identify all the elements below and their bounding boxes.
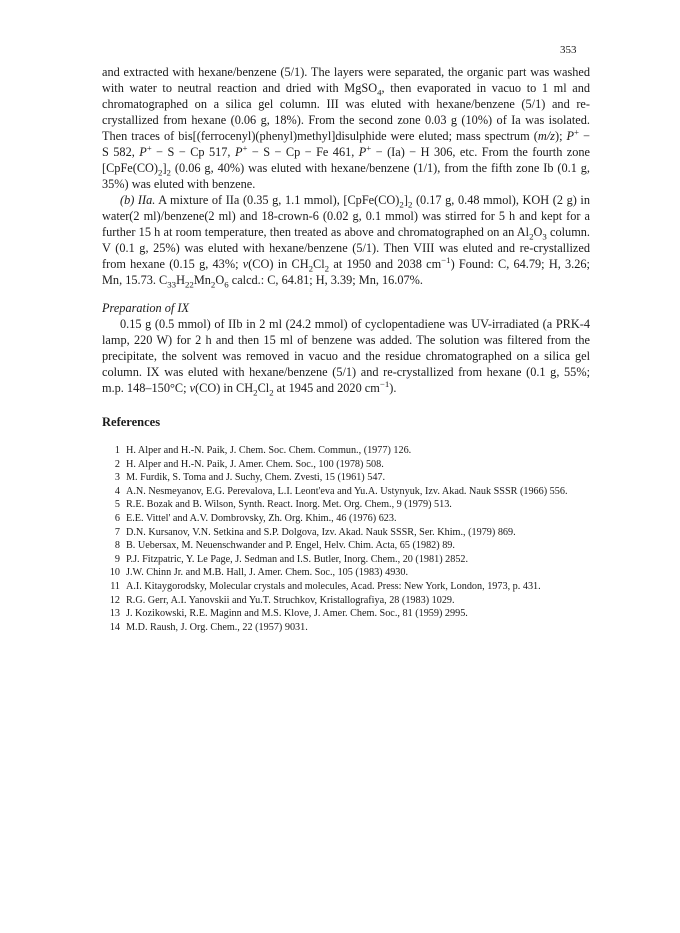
reference-text: R.G. Gerr, A.I. Yanovskii and Yu.T. Struchkov, Kristallografiya, 28 (1983) 1029. [126, 594, 455, 606]
reference-text: H. Alper and H.-N. Paik, J. Amer. Chem. Soc., 100 (1978) 508. [126, 458, 384, 470]
reference-text: A.I. Kitaygorodsky, Molecular crystals and molecules, Acad. Press: New York, London, 1973, p. 431. [126, 580, 541, 592]
reference-number: 4 [114, 485, 120, 497]
reference-number: 9 [114, 553, 120, 565]
reference-item [102, 621, 590, 635]
reference-item [102, 553, 590, 567]
reference-item [102, 594, 590, 608]
references-heading: References [102, 415, 161, 429]
reference-item [102, 526, 590, 540]
reference-number: 12 [109, 594, 120, 606]
reference-text: B. Uebersax, M. Neuenschwander and P. Engel, Helv. Chim. Acta, 65 (1982) 89. [126, 540, 455, 552]
reference-item [102, 607, 590, 621]
heading-preparation-ix: Preparation of IX [102, 301, 189, 315]
paragraph-iia: (b) IIa. A mixture of IIa (0.35 g, 1.1 mmol), $[CpFe(CO)_2]_2$ (0.17 g, 0.48 mmol), KOH (2 g) in water(2 ml)/benzene(2 ml) and 18-crown-6 (0.02 g, 0.1 mmol) was stirred for 5 h and kept for a further 15 h at room temperature, then treated as above and chromatographed on an $Al_2O_3$ column. V (0.1 g, 25%) was eluted with hexane/benzene (5/1). Then VIII was eluted and re-crystallized from hexane (0.15 g, 43%; ν(CO) in $CH_2Cl_2$ at 1950 and 2038 $cm^{-1}$) Found: C, 64.79; H, 3.26; Mn, 15.73. $C_{33}H_{22}Mn_2O_6$ calcd.: C, 64.81; H, 3.39; Mn, 16.07%. [102, 193, 590, 290]
reference-number: 1 [114, 445, 120, 456]
reference-item [102, 458, 590, 472]
reference-number: 10 [109, 567, 120, 579]
reference-item [102, 580, 590, 594]
reference-text: E.E. Vittel' and A.V. Dombrovsky, Zh. Org. Khim., 46 (1976) 623. [126, 512, 397, 524]
reference-text: M. Furdik, S. Toma and J. Suchy, Chem. Zvesti, 15 (1961) 547. [126, 472, 386, 484]
page-number: 353 [560, 44, 577, 56]
reference-text: H. Alper and H.-N. Paik, J. Chem. Soc. Chem. Commun., (1977) 126. [126, 445, 412, 456]
reference-item [102, 471, 590, 485]
article-body [102, 64, 590, 634]
reference-number: 2 [114, 458, 120, 470]
reference-number: 6 [114, 512, 120, 524]
reference-text: J.W. Chinn Jr. and M.B. Hall, J. Amer. Chem. Soc., 105 (1983) 4930. [126, 567, 409, 579]
reference-number: 14 [109, 621, 120, 633]
paragraph-preparation-ix: 0.15 g (0.5 mmol) of IIb in 2 ml (24.2 mmol) of cyclopentadiene was UV-irradiated (a PRK-4 lamp, 220 W) for 2 h and then 15 ml of benzene was added. The solution was filtered from the precipitate, the solvent was removed in vacuo and the residue chromatographed on a silica gel column. IX was eluted with hexane/benzene (5/1) and re-crystallized from hexane (0.1 g, 55%; m.p. 148–150°C; ν(CO) in $CH_2Cl_2$ at 1945 and 2020 $cm^{-1}$). [102, 317, 590, 398]
reference-text: A.N. Nesmeyanov, E.G. Perevalova, L.I. Leont'eva and Yu.A. Ustynyuk, Izv. Akad. Nauk SSSR (1966) 556. [126, 485, 568, 497]
reference-text: J. Kozikowski, R.E. Maginn and M.S. Klove, J. Amer. Chem. Soc., 81 (1959) 2995. [126, 608, 468, 620]
paragraph-extraction: and extracted with hexane/benzene (5/1). The layers were separated, the organic part was washed with water to neutral reaction and dried with MgSO$_4$, then evaporated in vacuo to 1 ml and chromatographed on a silica gel column. III was eluted with hexane/benzene (5/1) and re-crystallized from hexane (0.06 g, 18%). From the second zone 0.03 g (10%) of Ia was isolated. Then traces of bis[(ferrocenyl)(phenyl)methyl]disulphide were eluted; mass spectrum (m/z); P+ − S 582, P+ − S − Cp 517, P+ − S − Cp − Fe 461, P+ − (Ia) − H 306, etc. From the fourth zone $[CpFe(CO)_2]_2$ (0.06 g, 40%) was eluted with hexane/benzene (1/1), from the fifth zone Ib (0.1 g, 35%) was eluted with benzene. [102, 65, 590, 191]
reference-list [102, 444, 590, 634]
reference-text: P.J. Fitzpatric, Y. Le Page, J. Sedman and I.S. Butler, Inorg. Chem., 20 (1981) 2852. [126, 553, 469, 565]
reference-item [102, 485, 590, 499]
reference-number: 3 [114, 472, 120, 484]
reference-item [102, 444, 590, 458]
reference-number: 7 [114, 526, 120, 538]
reference-item [102, 498, 590, 512]
reference-number: 5 [114, 499, 120, 511]
reference-text: M.D. Raush, J. Org. Chem., 22 (1957) 9031. [126, 621, 308, 633]
reference-text: D.N. Kursanov, V.N. Setkina and S.P. Dolgova, Izv. Akad. Nauk SSSR, Ser. Khim., (1979) 869. [126, 526, 516, 538]
reference-item [102, 512, 590, 526]
reference-item [102, 539, 590, 553]
reference-item [102, 566, 590, 580]
reference-number: 13 [109, 608, 120, 620]
reference-number: 11 [110, 580, 120, 592]
reference-number: 8 [114, 540, 120, 552]
reference-text: R.E. Bozak and B. Wilson, Synth. React. Inorg. Met. Org. Chem., 9 (1979) 513. [126, 499, 452, 511]
